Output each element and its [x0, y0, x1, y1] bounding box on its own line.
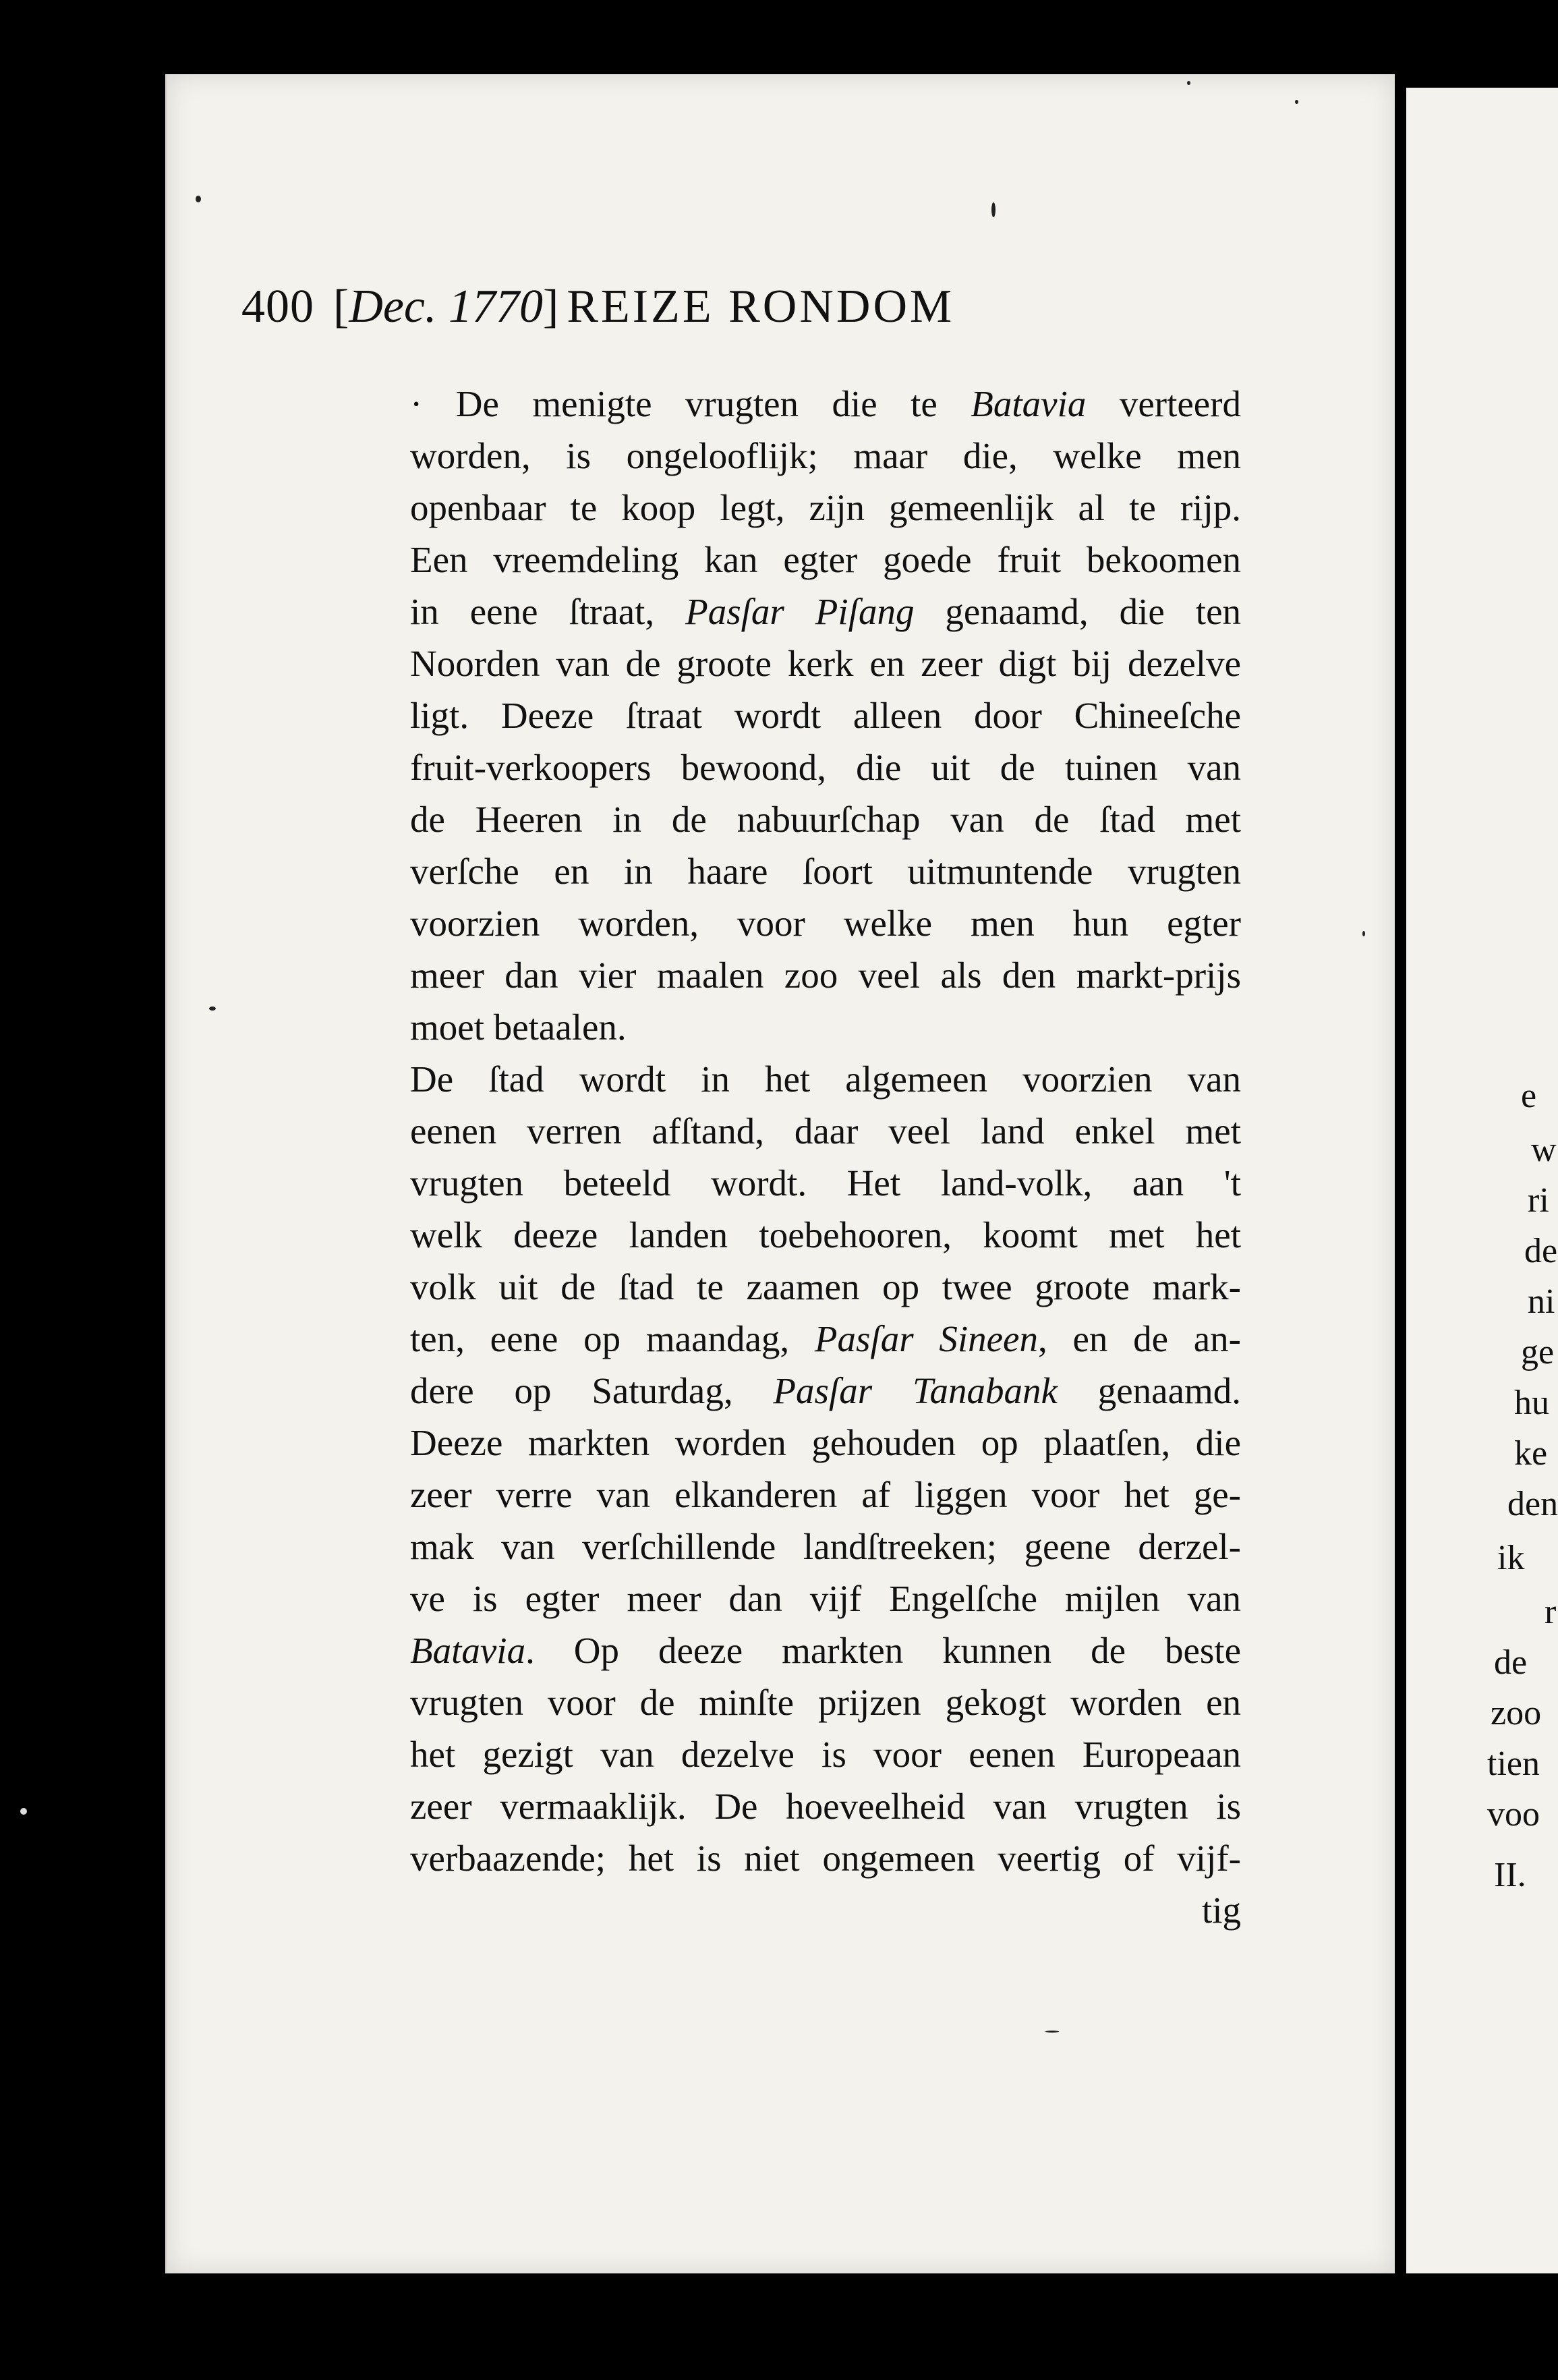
next-page-fragment: de — [1524, 1232, 1558, 1270]
text-line: in eene ſtraat, Pasſar Piſang genaamd, die ten — [410, 591, 1241, 632]
speck — [20, 1808, 27, 1815]
text-line: De ſtad wordt in het algemeen voorzien van — [410, 1058, 1241, 1100]
next-page-fragment: e — [1521, 1077, 1537, 1115]
text-line: verbaazende; het is niet ongemeen veertig of vijf- — [410, 1838, 1241, 1879]
text-line: zeer verre van elkanderen af liggen voor het ge- — [410, 1474, 1241, 1515]
text-line: Batavia. Op deeze markten kunnen de beste — [410, 1630, 1241, 1671]
next-page-fragment: hu — [1514, 1384, 1549, 1422]
speck — [196, 196, 201, 202]
text-line: zeer vermaaklijk. De hoeveelheid van vrugten is — [410, 1786, 1241, 1827]
speck — [1187, 81, 1190, 85]
page-number: 400 — [241, 281, 314, 333]
text-line: mak van verſchillende landſtreeken; geene derzel- — [410, 1526, 1241, 1567]
next-page-text — [1406, 88, 1558, 2273]
text-line: fruit-verkoopers bewoond, die uit de tuinen van — [410, 747, 1241, 788]
catchword: tig — [1201, 1890, 1241, 1931]
text-line: ten, eene op maandag, Pasſar Sineen, en de an- — [410, 1318, 1241, 1359]
text-line: Noorden van de groote kerk en zeer digt bij dezelve — [410, 643, 1241, 684]
text-line: voorzien worden, voor welke men hun egter — [410, 903, 1241, 944]
text-line: welk deeze landen toebehooren, koomt met het — [410, 1214, 1241, 1255]
next-page-fragment: r — [1545, 1593, 1557, 1631]
text-line: ligt. Deeze ſtraat wordt alleen door Chineeſche — [410, 695, 1241, 736]
next-page-fragment: ik — [1497, 1539, 1525, 1577]
header-date: [Dec. 1770] — [333, 281, 559, 333]
next-page-fragment: voo — [1487, 1795, 1540, 1834]
text-line: ve is egter meer dan vijf Engelſche mijlen van — [410, 1578, 1241, 1619]
text-line: vrugten beteeld wordt. Het land-volk, aan 't — [410, 1162, 1241, 1203]
running-title: REIZE RONDOM — [567, 281, 955, 333]
text-line: meer dan vier maalen zoo veel als den markt-prijs — [410, 955, 1241, 996]
speck — [1295, 100, 1298, 104]
text-line: dere op Saturdag, Pasſar Tanabank genaamd. — [410, 1370, 1242, 1411]
running-header — [241, 280, 1233, 347]
text-line: verſche en in haare ſoort uitmuntende vrugten — [410, 851, 1241, 892]
next-page-fragment: ke — [1514, 1434, 1548, 1473]
text-line: worden, is ongelooflijk; maar die, welke men — [410, 435, 1241, 476]
text-line: vrugten voor de minſte prijzen gekogt worden en — [410, 1682, 1241, 1723]
text-line: de Heeren in de nabuurſchap van de ſtad met — [410, 799, 1241, 840]
text-line: Een vreemdeling kan egter goede fruit bekoomen — [410, 539, 1241, 580]
next-page-fragment: tien — [1487, 1745, 1540, 1783]
next-page-fragment: de — [1494, 1643, 1528, 1682]
next-page-fragment: den — [1507, 1485, 1558, 1523]
text-line: openbaar te koop legt, zijn gemeenlijk al te rijp. — [410, 487, 1241, 528]
next-page-fragment: ni — [1528, 1282, 1555, 1321]
speck — [991, 202, 996, 217]
next-page-fragment: w — [1531, 1131, 1557, 1169]
speck — [1362, 931, 1365, 936]
next-page-fragment: ge — [1521, 1333, 1555, 1371]
next-page-fragment: zoo — [1491, 1694, 1542, 1732]
next-page-fragment: II. — [1494, 1856, 1526, 1894]
text-line: het gezigt van dezelve is voor eenen Europeaan — [410, 1734, 1241, 1775]
text-line: volk uit de ſtad te zaamen op twee groote mark- — [410, 1266, 1241, 1307]
text-line: moet betaalen. — [410, 1007, 627, 1048]
text-line: · De menigte vrugten die te Batavia verteerd — [410, 383, 1241, 424]
next-page-fragment: ri — [1528, 1181, 1549, 1220]
text-line: Deeze markten worden gehouden op plaatſen, die — [410, 1422, 1241, 1463]
page-body-text — [410, 378, 1241, 1936]
speck — [1045, 2031, 1059, 2033]
text-line: eenen verren afſtand, daar veel land enkel met — [410, 1110, 1241, 1152]
speck — [209, 1007, 216, 1011]
